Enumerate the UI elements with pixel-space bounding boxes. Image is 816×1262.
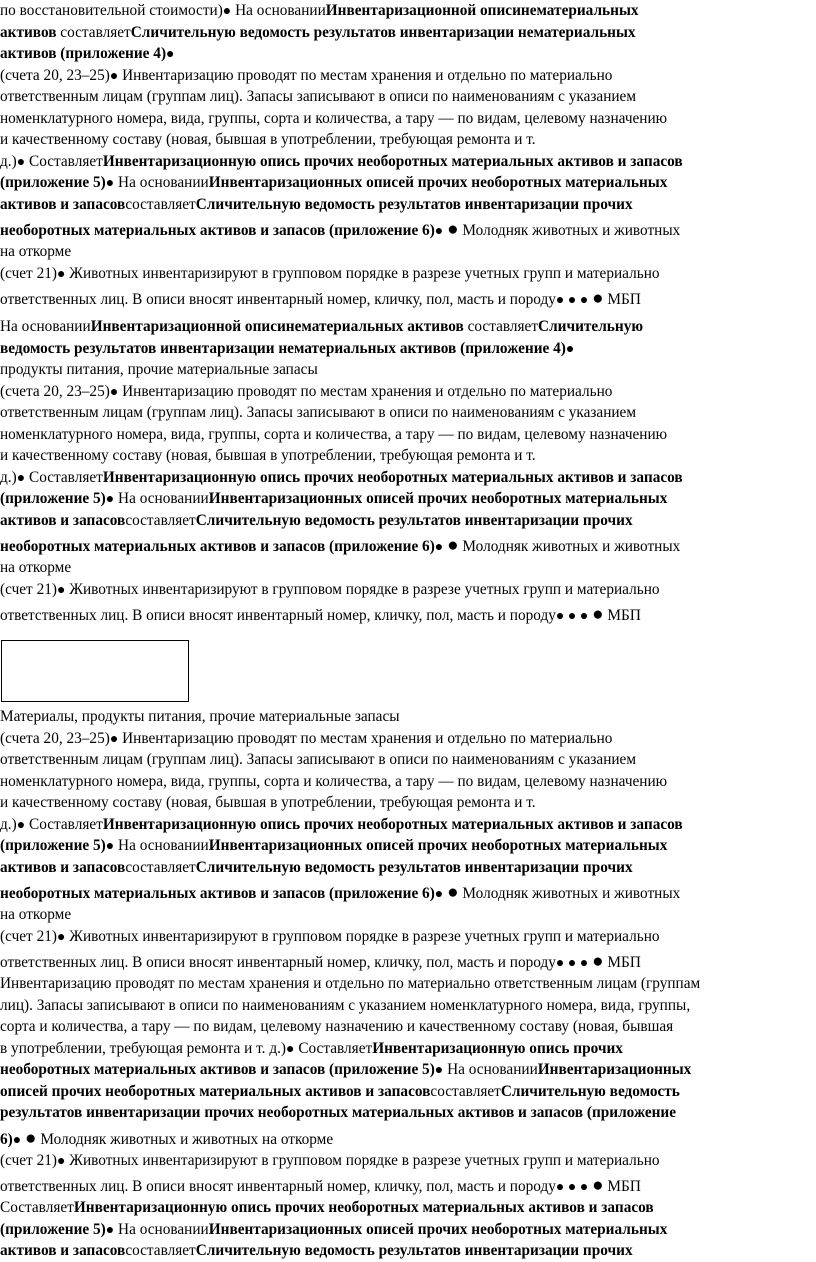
- text-line: На основанииИнвентаризационной описинематериальных активов составляетСличительную: [0, 318, 644, 335]
- bullet-icon: ● ● ●: [555, 956, 589, 971]
- text-line: (приложение 5)● На основанииИнвентаризационных описей прочих необоротных материальных: [0, 837, 668, 854]
- text-line: активов (приложение 4)●: [0, 45, 175, 62]
- bullet-icon: ●: [592, 288, 604, 309]
- text-line: (счет 21)● Животных инвентаризируют в групповом порядке в разрезе учетных групп и материально: [0, 264, 660, 282]
- text-line: номенклатурного номера, вида, группы, сорта и количества, а тару — по видам, целевому назначению: [0, 425, 668, 443]
- text-line: (приложение 5)● На основанииИнвентаризационных описей прочих необоротных материальных: [0, 1220, 668, 1238]
- bullet-icon: ●: [56, 1153, 66, 1169]
- text-line: и качественному составу (новая, бывшая в употреблении, требующая ремонта и т.: [0, 131, 536, 148]
- text-line: (приложение 5)● На основанииИнвентаризационных описей прочих необоротных материальных: [0, 490, 668, 507]
- text-line: Инвентаризацию проводят по местам хранения и отдельно по материально ответственным лицам (группам: [0, 975, 701, 992]
- bullet-icon: ●: [109, 68, 119, 84]
- text-line: номенклатурного номера, вида, группы, сорта и количества, а тару — по видам, целевому назначению: [0, 772, 668, 790]
- bullet-icon: ●: [434, 540, 444, 555]
- text-line: активов и запасовсоставляетСличительную ведомость результатов инвентаризации прочих: [0, 511, 633, 529]
- text-line: активов и запасовсоставляетСличительную ведомость результатов инвентаризации прочих: [0, 1242, 633, 1259]
- text-line: номенклатурного номера, вида, группы, сорта и количества, а тару — по видам, целевому назначению: [0, 109, 668, 127]
- text-line: (счета 20, 23–25)● Инвентаризацию проводят по местам хранения и отдельно по материально: [0, 729, 613, 747]
- bullet-icon: ●: [109, 384, 119, 400]
- bullet-icon: ●: [105, 176, 115, 191]
- text-line: (счета 20, 23–25)● Инвентаризацию проводят по местам хранения и отдельно по материально: [0, 382, 613, 400]
- text-line: (приложение 5)● На основанииИнвентаризационных описей прочих необоротных материальных: [0, 174, 668, 191]
- bullet-icon: ●: [222, 4, 232, 19]
- text-line: сорта и количества, а тару — по видам, целевому назначению и качественному составу (новая, бывшая: [0, 1018, 674, 1035]
- text-line: СоставляетИнвентаризационную опись прочих необоротных материальных активов и запасов: [0, 1199, 654, 1216]
- text-line: (счет 21)● Животных инвентаризируют в групповом порядке в разрезе учетных групп и материально: [0, 927, 660, 945]
- text-line: ответственных лиц. В описи вносят инвентарный номер, кличку, пол, масть и породу● ● ● ● МБП: [0, 951, 641, 972]
- bullet-icon: ●: [16, 154, 26, 170]
- bullet-icon: ● ● ●: [555, 293, 589, 308]
- bullet-icon: ●: [12, 1132, 22, 1148]
- text-line: в употреблении, требующая ремонта и т. д.)● СоставляетИнвентаризационную опись прочих: [0, 1039, 623, 1057]
- bullet-icon: ●: [434, 887, 444, 902]
- text-line: д.)● СоставляетИнвентаризационную опись прочих необоротных материальных активов и запасов: [0, 152, 683, 170]
- text-line: на откорме: [0, 243, 72, 260]
- bullet-icon: ● ● ●: [555, 1180, 589, 1195]
- bullet-icon: ●: [105, 1222, 115, 1238]
- bullet-icon: ●: [56, 582, 66, 598]
- text-line: ответственных лиц. В описи вносят инвентарный номер, кличку, пол, масть и породу● ● ● ● МБП: [0, 604, 641, 625]
- text-line: и качественному составу (новая, бывшая в употреблении, требующая ремонта и т.: [0, 447, 536, 464]
- text-line: д.)● СоставляетИнвентаризационную опись прочих необоротных материальных активов и запасов: [0, 815, 683, 833]
- bullet-icon: ● ● ●: [555, 609, 589, 624]
- bullet-icon: ●: [166, 47, 175, 62]
- text-line: ответственным лицам (группам лиц). Запасы записывают в описи по наименованиям с указанием: [0, 88, 637, 105]
- bullet-icon: ●: [16, 817, 26, 833]
- bullet-icon: ●: [447, 219, 459, 240]
- bullet-icon: ●: [56, 929, 66, 945]
- bullet-icon: ●: [447, 535, 459, 556]
- bullet-icon: ●: [56, 266, 66, 282]
- text-line: (счета 20, 23–25)● Инвентаризацию проводят по местам хранения и отдельно по материально: [0, 66, 613, 84]
- text-line: и качественному составу (новая, бывшая в употреблении, требующая ремонта и т.: [0, 794, 536, 811]
- text-line: ответственным лицам (группам лиц). Запасы записывают в описи по наименованиям с указанием: [0, 751, 637, 768]
- text-line: д.)● СоставляетИнвентаризационную опись прочих необоротных материальных активов и запасов: [0, 468, 683, 486]
- text-line: на откорме: [0, 906, 72, 923]
- text-line: активов и запасовсоставляетСличительную ведомость результатов инвентаризации прочих: [0, 858, 633, 876]
- bullet-icon: ●: [105, 492, 115, 507]
- bullet-icon: ●: [592, 604, 604, 625]
- text-line: активов составляетСличительную ведомость результатов инвентаризации нематериальных: [0, 23, 636, 41]
- text-line: ответственных лиц. В описи вносят инвентарный номер, кличку, пол, масть и породу● ● ● ● МБП: [0, 1175, 641, 1196]
- text-line: лиц). Запасы записывают в описи по наименованиям с указанием номенклатурного номера, вида, группы,: [0, 996, 691, 1014]
- text-line: необоротных материальных активов и запасов (приложение 6)● ● Молодняк животных и животных: [0, 882, 681, 903]
- bullet-icon: ●: [16, 470, 26, 486]
- bullet-icon: ●: [434, 224, 444, 239]
- text-line: ответственных лиц. В описи вносят инвентарный номер, кличку, пол, масть и породу● ● ● ● МБП: [0, 288, 641, 309]
- text-line: на откорме: [0, 559, 72, 576]
- bullet-icon: ●: [592, 1175, 604, 1196]
- bullet-icon: ●: [105, 839, 115, 854]
- text-line: (счет 21)● Животных инвентаризируют в групповом порядке в разрезе учетных групп и материально: [0, 580, 660, 598]
- text-line: необоротных материальных активов и запасов (приложение 6)● ● Молодняк животных и животных: [0, 535, 681, 556]
- text-line: (счет 21)● Животных инвентаризируют в групповом порядке в разрезе учетных групп и материально: [0, 1151, 660, 1169]
- bullet-icon: ●: [447, 882, 459, 903]
- text-line: активов и запасовсоставляетСличительную ведомость результатов инвентаризации прочих: [0, 195, 633, 213]
- text-line: Материалы, продукты питания, прочие материальные запасы: [0, 708, 400, 725]
- text-line: ведомость результатов инвентаризации нематериальных активов (приложение 4)●: [0, 339, 575, 357]
- text-line: 6)● ● Молодняк животных и животных на откорме: [0, 1127, 334, 1149]
- text-line: результатов инвентаризации прочих необоротных материальных активов и запасов (приложение: [0, 1104, 677, 1121]
- bullet-icon: ●: [434, 1063, 444, 1078]
- text-line: описей прочих необоротных материальных активов и запасовсоставляетСличительную ведомость: [0, 1082, 680, 1100]
- bullet-icon: ●: [286, 1041, 295, 1057]
- bullet-icon: ●: [25, 1127, 37, 1149]
- bullet-icon: ●: [565, 341, 575, 357]
- text-line: необоротных материальных активов и запасов (приложение 5)● На основанииИнвентаризационных: [0, 1061, 692, 1078]
- bullet-icon: ●: [109, 731, 119, 747]
- text-line: ответственным лицам (группам лиц). Запасы записывают в описи по наименованиям с указанием: [0, 404, 637, 421]
- text-line: продукты питания, прочие материальные запасы: [0, 361, 318, 378]
- text-line: необоротных материальных активов и запасов (приложение 6)● ● Молодняк животных и животных: [0, 219, 681, 240]
- text-line: по восстановительной стоимости)● На основанииИнвентаризационной описинематериальных: [0, 2, 639, 19]
- image-placeholder: [1, 640, 189, 702]
- bullet-icon: ●: [592, 951, 604, 972]
